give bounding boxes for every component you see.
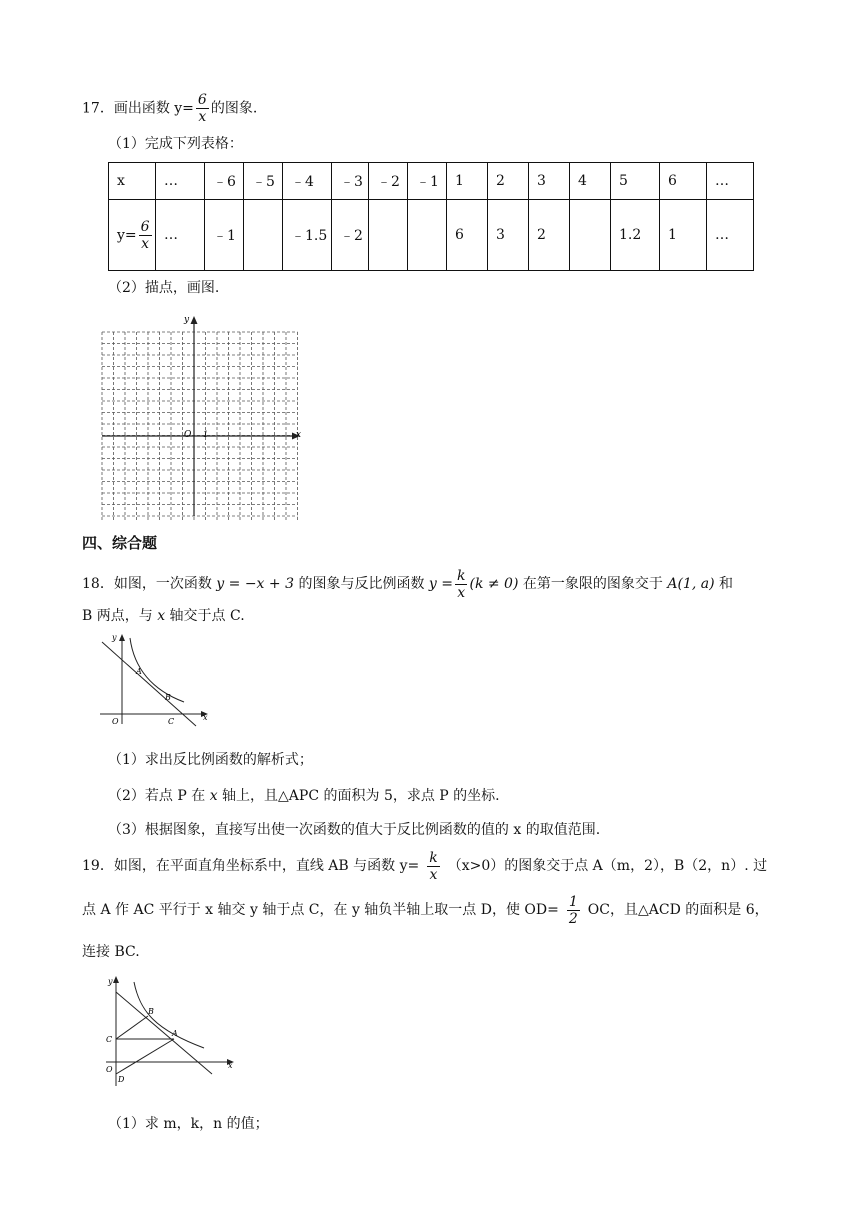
table-cell: ﹣4 (283, 163, 332, 200)
q18-text: 的图象与反比例函数 (294, 576, 429, 592)
q18-frac-cond: (k ≠ 0) (469, 576, 519, 592)
q19-half-num: 1 (568, 893, 578, 910)
q17-part1: （1）完成下列表格： (108, 136, 243, 152)
table-cell: 6 (447, 200, 488, 271)
fig18-label-o: O (112, 717, 119, 726)
q19-text: 点 A 作 AC 平行于 x 轴交 y 轴于点 C，在 y 轴负半轴上取一点 D，使 OD= (82, 902, 559, 918)
fig18-y-arrow (119, 634, 125, 641)
table-cell: ﹣6 (205, 163, 244, 200)
fig18-label-a: A (136, 667, 142, 676)
fig19-label-d: D (118, 1075, 125, 1084)
table-cell: ﹣2 (332, 200, 369, 271)
q18-number: 18． (82, 576, 114, 592)
grid-y-label: y (184, 315, 190, 325)
fig19-segment-ad (116, 1039, 174, 1074)
q19-statement-line3: 连接 BC. (82, 944, 140, 960)
table-cell: ﹣5 (244, 163, 283, 200)
q18-text: 在第一象限的图象交于 (518, 576, 668, 592)
fig18-label-x: x (203, 713, 208, 722)
q18-p2-text: （2）若点 P 在 (108, 788, 210, 804)
q19-part1: （1）求 m，k，n 的值； (108, 1116, 269, 1132)
q18-fraction (455, 568, 467, 601)
fig19-segment-bc (116, 1016, 148, 1039)
q18-point-a: A(1, a) (667, 576, 715, 592)
q18-axis-x: x (157, 608, 166, 624)
fig19-hyperbola (134, 982, 204, 1048)
table-cell: ﹣3 (332, 163, 369, 200)
q17-value-table (108, 162, 754, 271)
grid-origin-label: O (184, 430, 192, 440)
fig19-label-y: y (108, 977, 113, 986)
q18-frac-pre: y = (428, 576, 453, 592)
grid-unit-label: 1 (203, 430, 209, 439)
table-cell: 6 (660, 163, 707, 200)
q18-text: 如图，一次函数 (113, 576, 217, 592)
table-cell: 5 (611, 163, 660, 200)
q17-frac-num: 6 (197, 92, 207, 108)
q19-half-fraction (567, 894, 580, 927)
y-label-fraction (139, 219, 152, 252)
table-cell: ﹣1 (408, 163, 447, 200)
q18-frac-num: k (457, 567, 466, 584)
y-label-pre: y= (117, 227, 137, 243)
q17-fraction (196, 92, 209, 125)
fig18-label-y: y (112, 633, 117, 642)
fig19-y-arrow (113, 976, 119, 983)
q18-text: 轴交于点 C. (165, 608, 245, 624)
table-cell: … (707, 200, 754, 271)
q18-linear-expr: y = −x + 3 (216, 576, 294, 592)
table-cell (244, 200, 283, 271)
fig19-label-o: O (106, 1065, 113, 1074)
table-cell: ﹣2 (369, 163, 408, 200)
table-cell: … (156, 163, 205, 200)
q19-text: 如图，在平面直角坐标系中，直线 AB 与函数 y= (113, 858, 420, 874)
table-cell: 1 (660, 200, 707, 271)
y-label-num: 6 (140, 218, 150, 235)
q18-figure (96, 628, 216, 728)
table-cell: 2 (488, 163, 529, 200)
q17-number: 17． (82, 100, 114, 117)
q18-part3: （3）根据图象，直接写出使一次函数的值大于反比例函数的值的 x 的取值范围. (108, 822, 601, 838)
q19-frac-den: x (429, 866, 438, 883)
table-row-y (109, 200, 754, 271)
q19-figure (100, 970, 240, 1090)
section-title: 四、综合题 (82, 534, 158, 552)
q18-text: 和 (714, 576, 733, 592)
table-cell: x (109, 163, 156, 200)
q19-statement-line1 (82, 846, 767, 886)
y-label-den: x (141, 235, 150, 252)
q17-intro-pre: 画出函数 y= (113, 100, 194, 117)
table-cell: ﹣1 (205, 200, 244, 271)
q18-frac-den: x (457, 584, 466, 601)
q17-frac-den: x (198, 109, 207, 125)
table-row-x (109, 163, 754, 200)
q18-statement-line2 (82, 606, 245, 626)
q18-p2-x: x (209, 788, 218, 804)
grid-x-label: x (296, 430, 302, 440)
table-cell (408, 200, 447, 271)
q17-part2: （2）描点，画图. (108, 280, 220, 296)
q18-part2 (108, 786, 500, 806)
q19-text: OC，且△ACD 的面积是 6， (587, 902, 769, 918)
q19-number: 19． (82, 858, 114, 874)
q19-half-den: 2 (568, 910, 578, 927)
table-cell: 1 (447, 163, 488, 200)
fig19-label-a: A (172, 1029, 178, 1038)
y-axis-arrow (191, 316, 198, 324)
table-cell (369, 200, 408, 271)
q19-text: （x>0）的图象交于点 A（m，2），B（2，n）. 过 (447, 858, 768, 874)
table-cell-y-label (109, 200, 156, 271)
fig18-label-c: C (168, 717, 175, 726)
table-cell: 2 (529, 200, 570, 271)
q18-part1: （1）求出反比例函数的解析式； (108, 752, 313, 768)
table-cell: 4 (570, 163, 611, 200)
q17-grid-figure (96, 310, 308, 522)
fig19-label-b: B (148, 1007, 154, 1016)
fig18-label-b: B (165, 693, 171, 702)
q19-fraction (427, 850, 439, 883)
fig19-label-c: C (106, 1035, 113, 1044)
q19-statement-line2 (82, 890, 769, 930)
q17-intro-post: 的图象. (210, 100, 258, 117)
table-cell: … (707, 163, 754, 200)
table-cell: 3 (529, 163, 570, 200)
fig18-line (102, 642, 196, 726)
table-cell: 1.2 (611, 200, 660, 271)
q19-frac-num: k (429, 849, 438, 866)
fig19-label-x: x (228, 1061, 233, 1070)
q18-text: B 两点，与 (82, 608, 158, 624)
q18-statement-line1 (82, 564, 733, 604)
table-cell: ﹣1.5 (283, 200, 332, 271)
table-cell: 3 (488, 200, 529, 271)
q18-p2-text: 轴上，且△APC 的面积为 5，求点 P 的坐标. (217, 788, 500, 804)
table-cell: … (156, 200, 205, 271)
table-cell (570, 200, 611, 271)
dashed-grid (102, 332, 298, 522)
q17-statement (82, 92, 257, 125)
